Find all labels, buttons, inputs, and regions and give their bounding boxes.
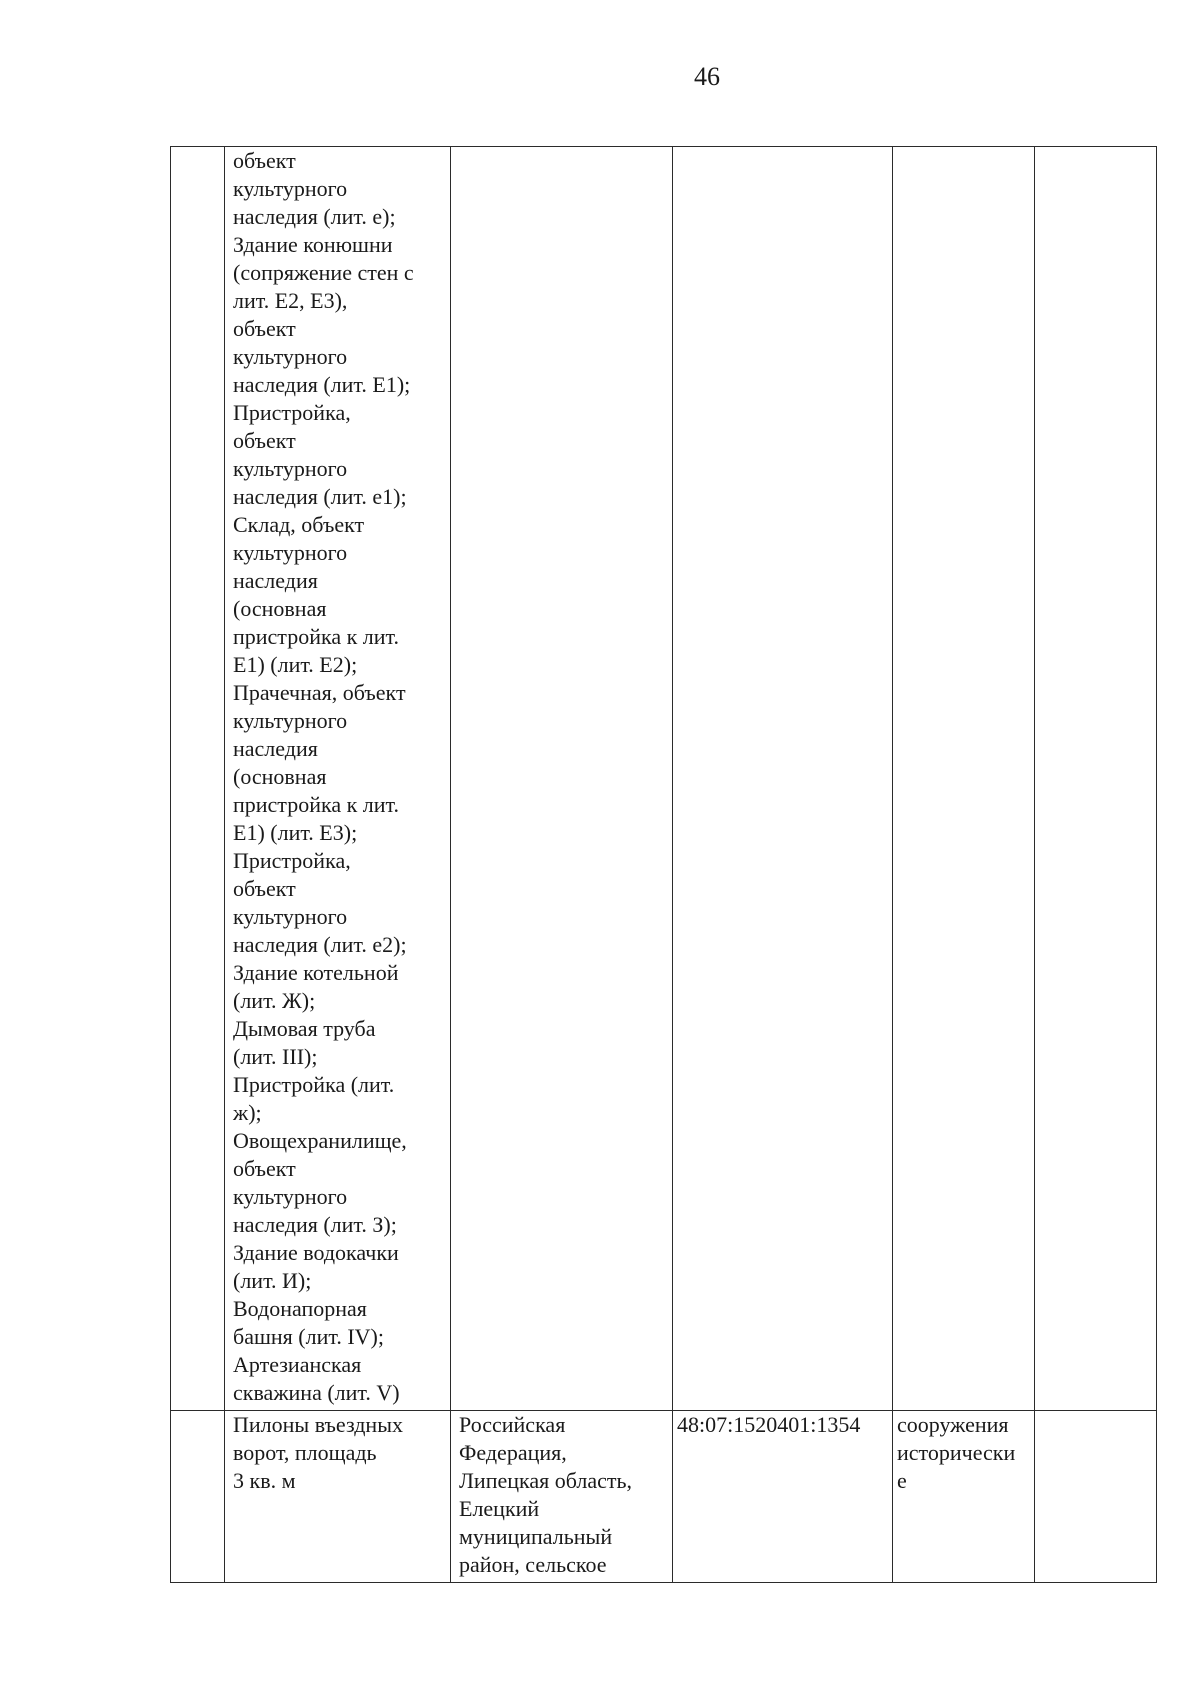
purpose-cell: сооружения исторически е bbox=[893, 1411, 1035, 1583]
row-number-cell bbox=[171, 147, 225, 1411]
object-name-cell: Пилоны въездных ворот, площадь 3 кв. м bbox=[225, 1411, 451, 1583]
purpose-cell bbox=[893, 147, 1035, 1411]
table-row bbox=[171, 147, 1157, 1411]
extra-cell bbox=[1035, 1411, 1157, 1583]
address-cell bbox=[451, 147, 673, 1411]
table-row bbox=[171, 1411, 1157, 1583]
page-number: 46 bbox=[694, 62, 720, 91]
cadastral-number-cell: 48:07:1520401:1354 bbox=[673, 1411, 893, 1583]
object-name-cell: объект культурного наследия (лит. е); Здание конюшни (сопряжение стен с лит. Е2, Е3), объект культурного наследия (лит. Е1); Пристройка, объект культурного наследия (лит. е1); Склад, объект культурного наследия (основная пристройка к лит. Е1) (лит. Е2); Прачечная, объект культурного наследия (основная пристройка к лит. Е1) (лит. Е3); Пристройка, объект культурного наследия (лит. е2); Здание котельной (лит. Ж); Дымовая труба (лит. III); Пристройка (лит. ж); Овощехранилище, объект культурного наследия (лит. З); Здание водокачки (лит. И); Водонапорная башня (лит. IV); Артезианская скважина (лит. V) bbox=[225, 147, 451, 1411]
address-cell: Российская Федерация, Липецкая область, Елецкий муниципальный район, сельское bbox=[451, 1411, 673, 1583]
property-table bbox=[170, 146, 1157, 1583]
extra-cell bbox=[1035, 147, 1157, 1411]
cadastral-number-cell bbox=[673, 147, 893, 1411]
row-number-cell bbox=[171, 1411, 225, 1583]
